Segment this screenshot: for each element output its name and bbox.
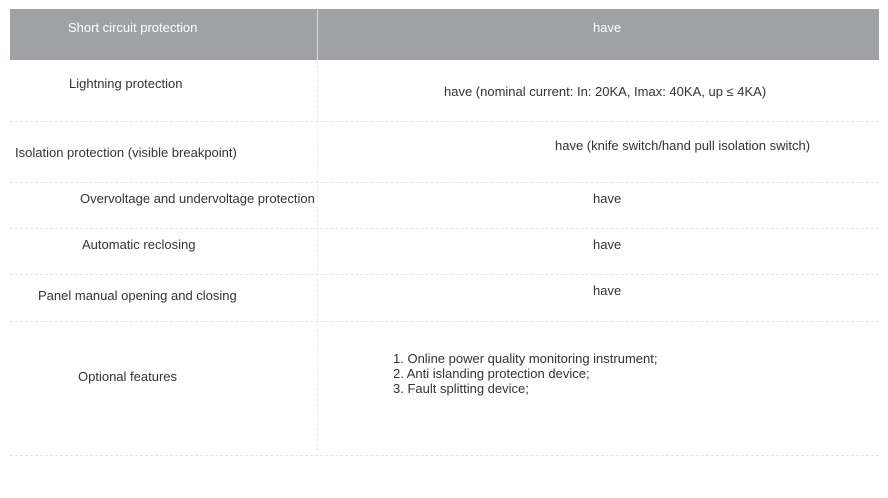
row-value-lightning-protection: have (nominal current: In: 20KA, Imax: 40KA, up ≤ 4KA)	[444, 84, 767, 99]
header-column-divider	[317, 9, 318, 60]
header-label-cell: Short circuit protection	[68, 20, 198, 35]
column-divider	[317, 60, 318, 456]
list-item: 2. Anti islanding protection device;	[393, 366, 590, 381]
row-divider	[10, 455, 879, 456]
row-value-panel-manual-opening: have	[593, 283, 622, 298]
table-header-row	[10, 9, 879, 60]
row-label-isolation-protection: Isolation protection (visible breakpoint)	[15, 145, 237, 160]
optional-features-list	[393, 351, 657, 396]
row-label-panel-manual-opening: Panel manual opening and closing	[38, 288, 237, 303]
row-label-automatic-reclosing: Automatic reclosing	[82, 237, 196, 252]
row-divider	[10, 121, 879, 122]
row-value-overvoltage-protection: have	[593, 191, 622, 206]
row-divider	[10, 228, 879, 229]
specs-table	[10, 9, 879, 456]
row-value-isolation-protection: have (knife switch/hand pull isolation switch)	[555, 138, 811, 153]
list-item: 1. Online power quality monitoring instrument;	[393, 351, 658, 366]
row-divider	[10, 182, 879, 183]
row-value-automatic-reclosing: have	[593, 237, 622, 252]
row-divider	[10, 321, 879, 322]
row-label-optional-features: Optional features	[78, 369, 178, 384]
row-label-overvoltage-protection: Overvoltage and undervoltage protection	[80, 191, 315, 206]
header-value-cell: have	[593, 20, 622, 35]
row-label-lightning-protection: Lightning protection	[69, 76, 183, 91]
list-item: 3. Fault splitting device;	[393, 381, 529, 396]
row-divider	[10, 274, 879, 275]
